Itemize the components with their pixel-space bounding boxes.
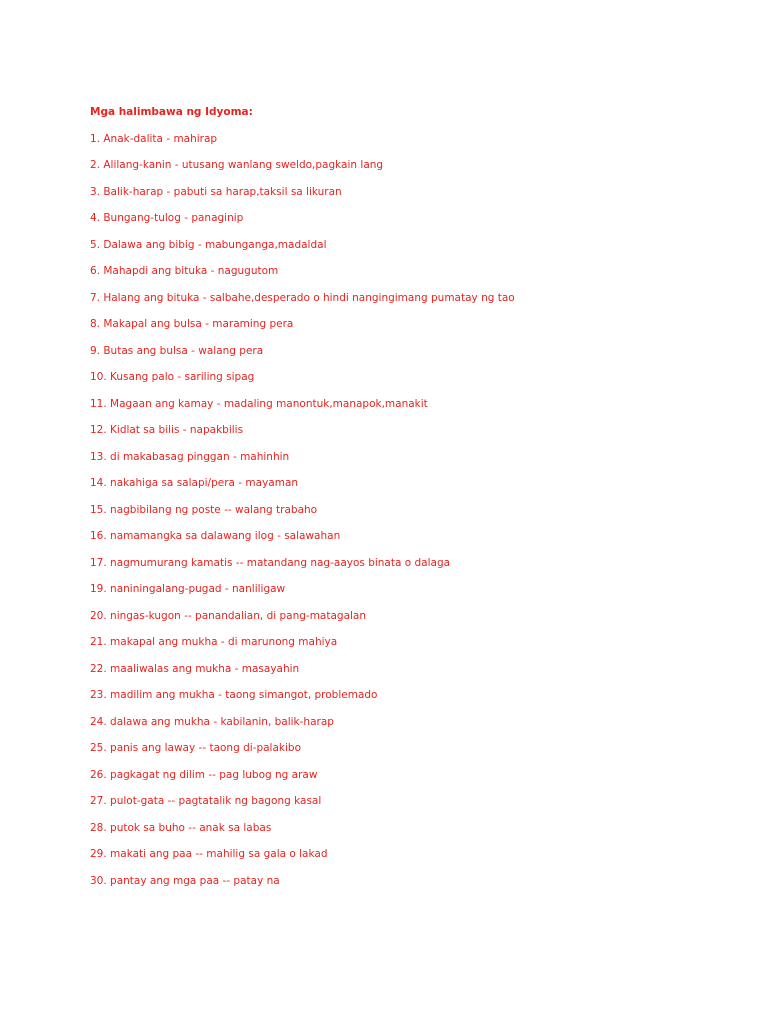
list-item: 23. madilim ang mukha - taong simangot, problemado [90,689,378,701]
list-item: 9. Butas ang bulsa - walang pera [90,344,264,357]
list-item: 22. maaliwalas ang mukha - masayahin [90,662,300,675]
list-item: 21. makapal ang mukha - di marunong mahiya [90,636,338,648]
list-item: 11. Magaan ang kamay - madaling manontuk,manapok,manakit [90,397,428,410]
list-item: 7. Halang ang bituka - salbahe,desperado o hindi nangingimang pumatay ng tao [90,291,515,304]
list-item: 15. nagbibilang ng poste -- walang trabaho [90,503,318,516]
list-item: 25. panis ang laway -- taong di-palakibo [90,742,301,754]
list-item: 26. pagkagat ng dilim -- pag lubog ng araw [90,768,318,781]
list-item: 17. nagmumurang kamatis -- matandang nag-aayos binata o dalaga [90,556,451,569]
list-item: 8. Makapal ang bulsa - maraming pera [90,318,294,330]
list-item: 2. Alilang-kanin - utusang wanlang sweldo,pagkain lang [90,159,384,171]
list-item: 3. Balik-harap - pabuti sa harap,taksil sa likuran [90,185,342,198]
list-item: 20. ningas-kugon -- panandalian, di pang-matagalan [90,609,367,622]
list-item: 30. pantay ang mga paa -- patay na [90,874,280,887]
list-item: 10. Kusang palo - sariling sipag [90,371,255,383]
document-content [90,104,730,899]
list-item: 4. Bungang-tulog - panaginip [90,212,244,224]
list-item: 28. putok sa buho -- anak sa labas [90,821,272,834]
list-item: 6. Mahapdi ang bituka - nagugutom [90,265,279,277]
list-item: 1. Anak-dalita - mahirap [90,132,218,145]
list-item: 24. dalawa ang mukha - kabilanin, balik-harap [90,715,334,728]
document-title: Mga halimbawa ng Idyoma: [90,106,253,118]
list-item: 27. pulot-gata -- pagtatalik ng bagong kasal [90,795,322,807]
list-item: 13. di makabasag pinggan - mahinhin [90,450,290,463]
list-item: 19. naniningalang-pugad - nanliligaw [90,583,286,595]
list-item: 16. namamangka sa dalawang ilog - salawahan [90,530,341,542]
list-item: 29. makati ang paa -- mahilig sa gala o lakad [90,848,328,860]
list-item: 14. nakahiga sa salapi/pera - mayaman [90,477,299,489]
list-item: 5. Dalawa ang bibig - mabunganga,madaldal [90,238,327,251]
list-item: 12. Kidlat sa bilis - napakbilis [90,424,244,436]
